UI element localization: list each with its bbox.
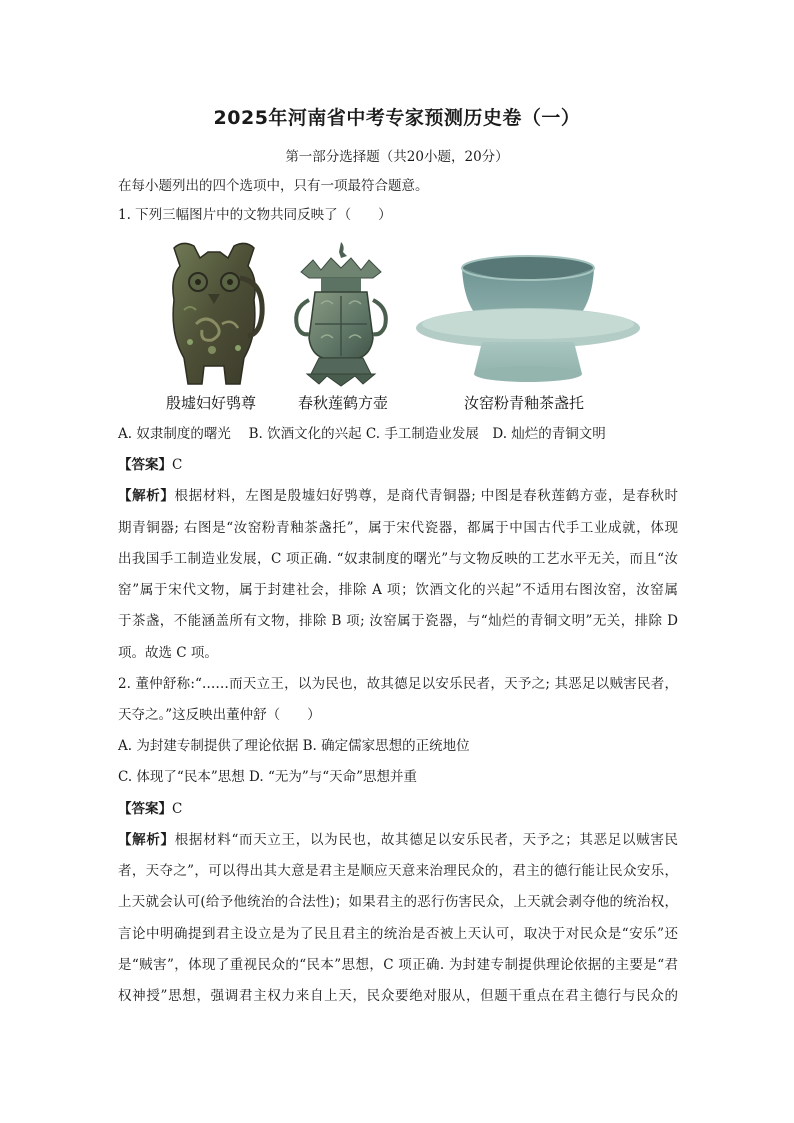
artifact-caption-1: 殷墟妇好鸮尊 [166,394,257,412]
answer-value: C [172,457,183,473]
answer-tag: 【答案】 [118,457,172,473]
analysis-text: 根据材料，左图是殷墟妇好鸮尊，是商代青铜器; 中图是春秋莲鹤方壶，是春秋时 [174,488,678,504]
question-1-answer [118,457,678,474]
question-2-analysis-line: 言论中明确提到君主设立是为了民且君主的统治是否被上天认可，取决于对民众是“安乐”还 [118,926,678,942]
question-1-analysis-line: 期青铜器; 右图是“汝窑粉青釉茶盏托”，属于宋代瓷器，都属于中国古代手工业成就，体现 [118,520,678,536]
ru-ware-cup-saucer-image [416,252,640,388]
lotus-crane-hu-image [287,238,395,390]
question-2-analysis-line: 者，天夺之”，可以得出其大意是君主是顺应天意来治理民众的，君主的德行能让民众安乐， [118,863,678,879]
artifact-caption-2: 春秋莲鹤方壶 [298,394,389,412]
question-2-analysis-line: 权神授”思想，强调君主权力来自上天，民众要绝对服从，但题干重点在君主德行与民众的 [118,988,678,1004]
answer-value: C [172,801,183,817]
section-heading: 第一部分选择题（共20小题，20分） [285,149,509,165]
analysis-tag: 【解析】 [118,488,175,504]
answer-tag: 【答案】 [118,801,172,817]
artifact-caption-3: 汝窑粉青釉茶盏托 [464,394,585,412]
question-2-analysis-line [118,832,678,849]
question-1-analysis-line: 出我国手工制造业发展，C 项正确. “奴隶制度的曙光”与文物反映的工艺水平无关，而且“汝 [118,551,678,567]
question-1-analysis-line [118,488,678,505]
question-1-analysis-line: 窑”属于宋代文物，属于封建社会，排除 A 项；饮酒文化的兴起”不适用右图汝窑，汝窑属 [118,582,678,598]
question-2-analysis-line: 是“贼害”，体现了重视民众的“民本”思想，C 项正确. 为封建专制提供理论依据的主要是“君 [118,957,678,973]
analysis-text: 根据材料“而天立王，以为民也，故其德足以安乐民者，天予之；其恶足以贼害民 [174,832,679,848]
question-1-options: A. 奴隶制度的曙光 B. 饮酒文化的兴起 C. 手工制造业发展 D. 灿烂的青铜文明 [118,426,606,442]
question-1-analysis-line: 于茶盏，不能涵盖所有文物，排除 B 项; 汝窑属于瓷器，与“灿烂的青铜文明”无关，排除 D [118,613,678,629]
exam-title: 2025年河南省中考专家预测历史卷（一） [213,107,581,129]
question-2-answer [118,801,678,818]
question-2-options: C. 体现了“民本”思想 D. “无为”与“天命”思想并重 [118,769,418,785]
question-1-stem: 1. 下列三幅图片中的文物共同反映了（ ） [118,207,392,223]
question-2-options: A. 为封建专制提供了理论依据 B. 确定儒家思想的正统地位 [118,738,470,754]
instruction-text: 在每小题列出的四个选项中，只有一项最符合题意。 [118,178,429,194]
question-2-stem: 天夺之。”这反映出董仲舒（ ） [118,707,321,723]
question-1-analysis-line: 项。故选 C 项。 [118,645,218,661]
owl-zun-image [160,238,268,390]
question-2-analysis-line: 上天就会认可(给予他统治的合法性)；如果君主的恶行伤害民众，上天就会剥夺他的统治权， [118,894,678,910]
analysis-tag: 【解析】 [118,832,175,848]
question-2-stem: 2. 董仲舒称:“……而天立王，以为民也，故其德足以安乐民者，天予之; 其恶足以贼害民者， [118,676,678,692]
